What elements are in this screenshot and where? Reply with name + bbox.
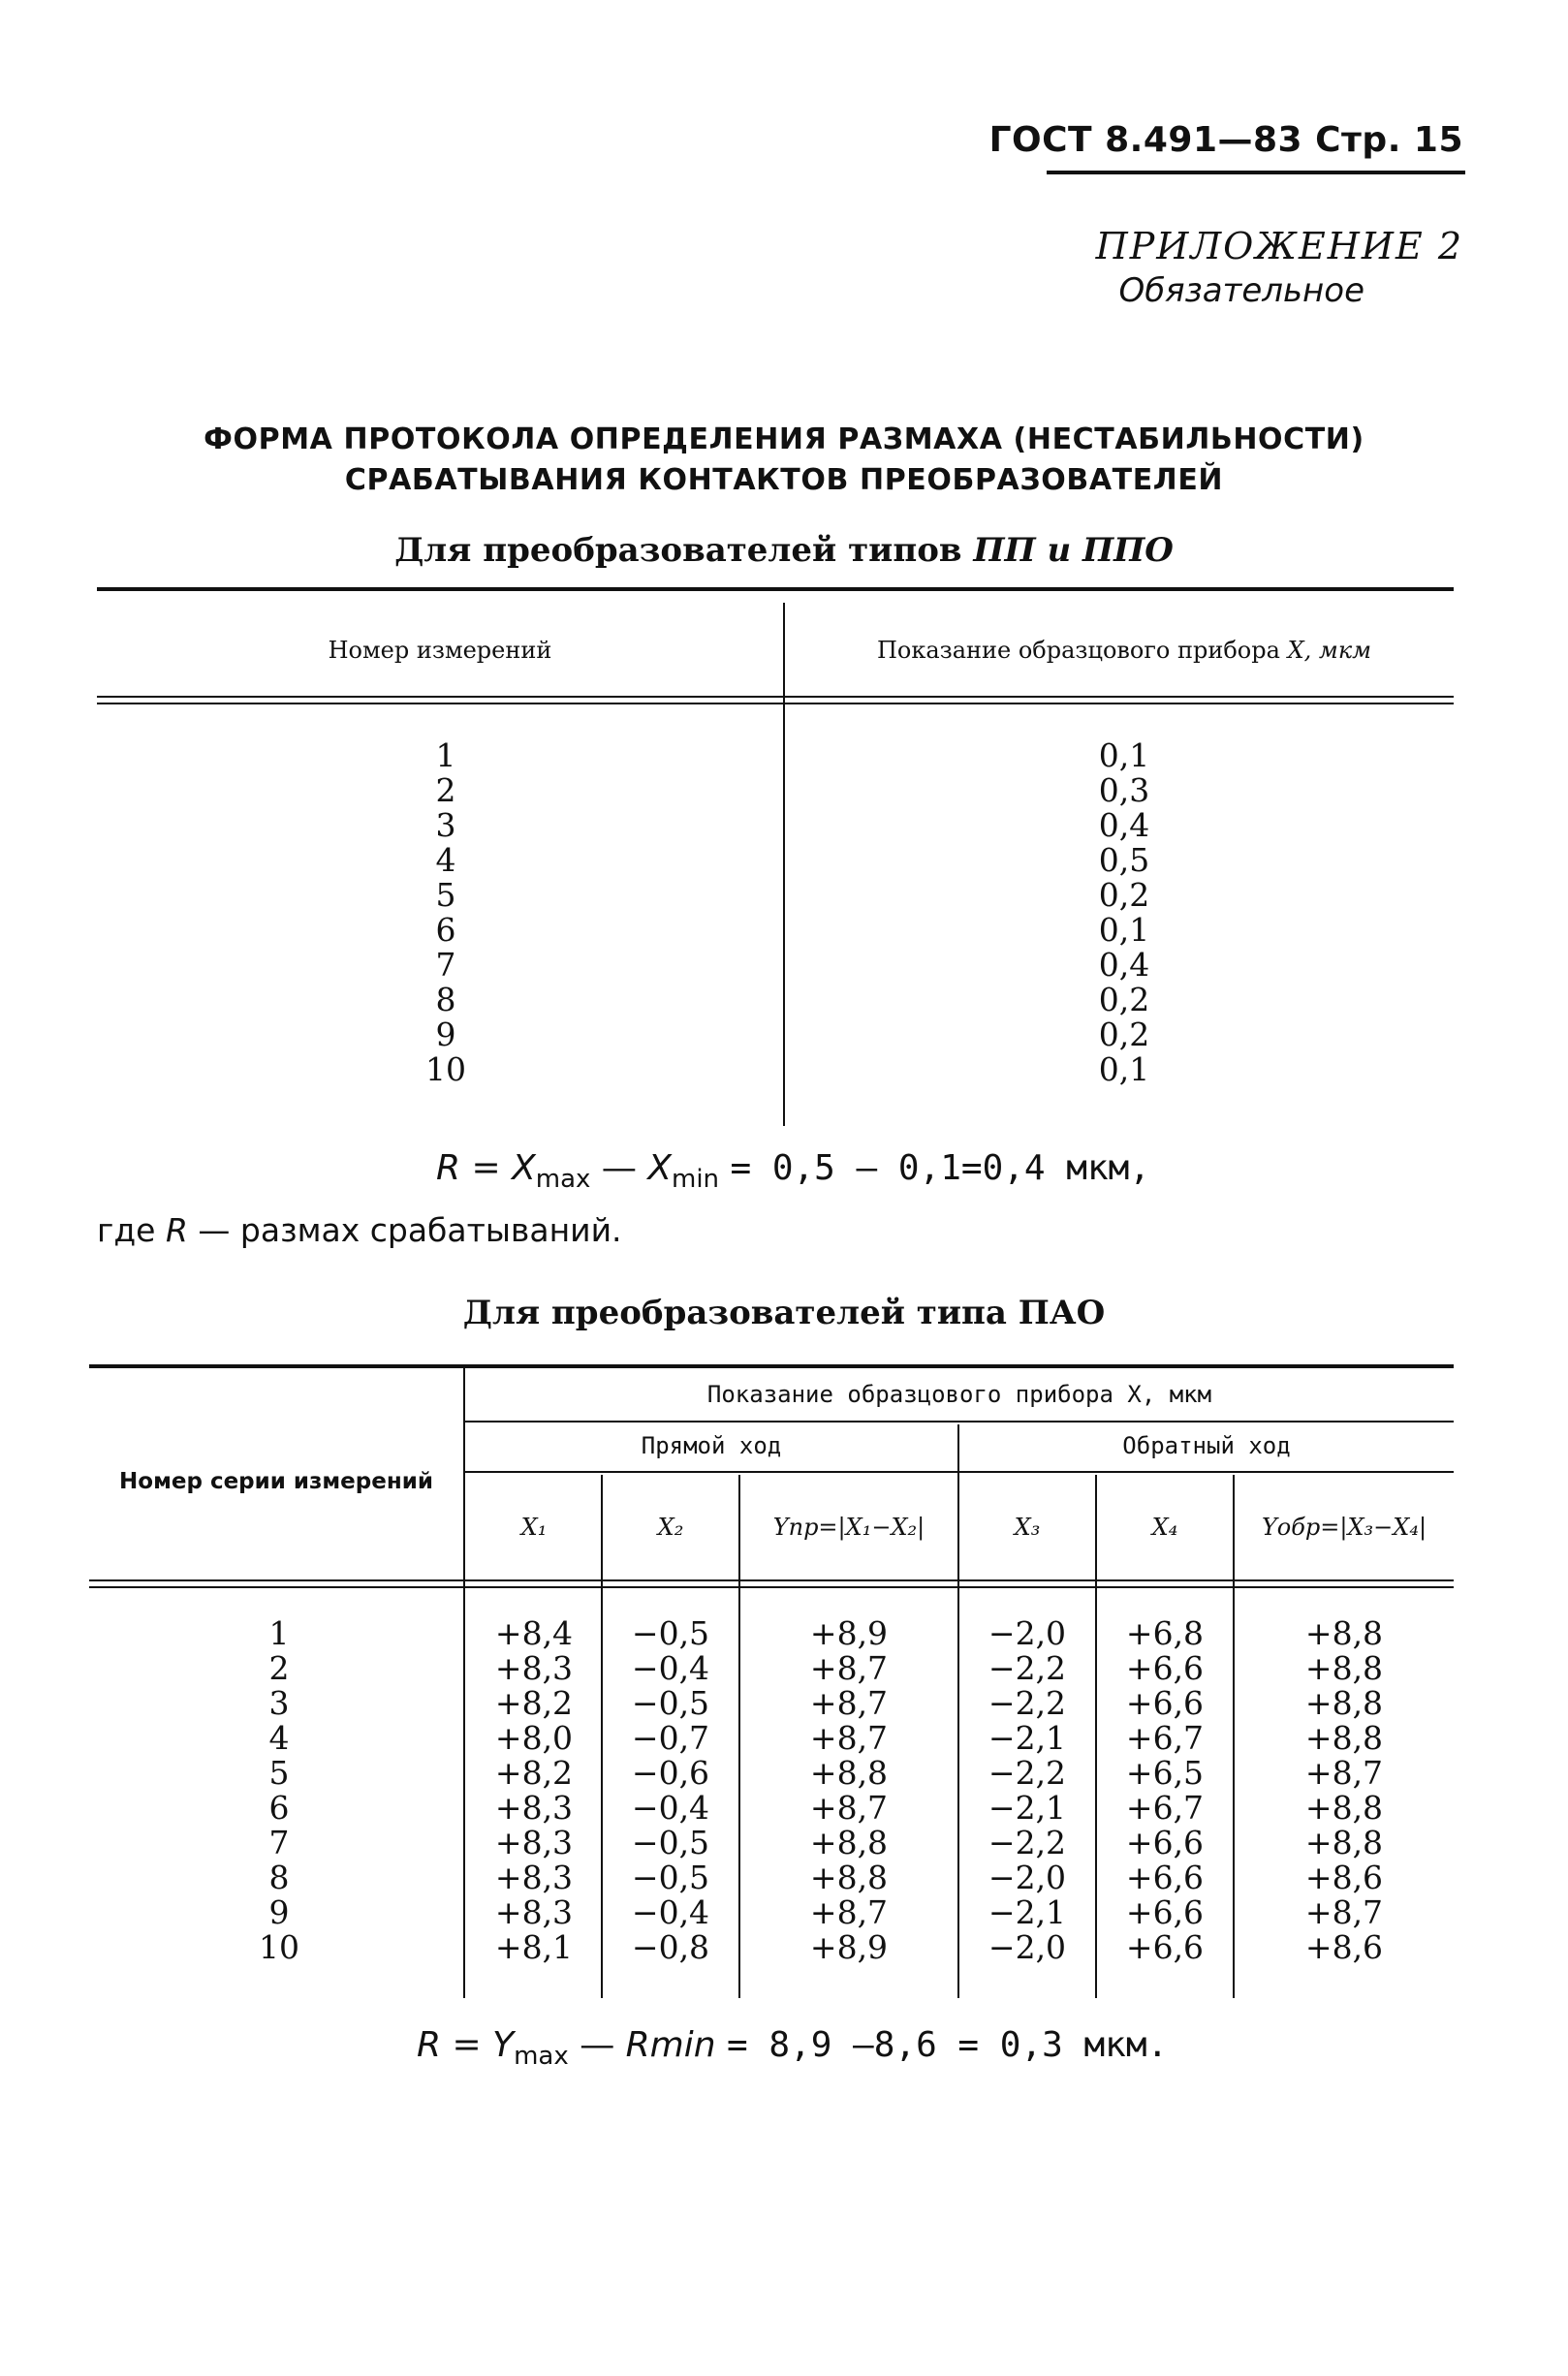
- where-text: — размах срабатываний.: [198, 1211, 622, 1249]
- table2-x3-cell: −2,0: [988, 1928, 1067, 1966]
- table2-x4-cell: +6,6: [1125, 1893, 1205, 1931]
- table2-x1-cell: +8,3: [494, 1893, 574, 1931]
- table1-value-cell: 0,5: [1098, 841, 1150, 879]
- table1-number-cell: 9: [435, 1016, 456, 1053]
- table2-subgroup-rule: [465, 1471, 1454, 1473]
- table2-yobr-cell: +8,8: [1304, 1649, 1384, 1687]
- table1-value-cell: 0,2: [1098, 876, 1150, 914]
- table2-x4-cell: +6,6: [1125, 1928, 1205, 1966]
- table1-value-cell: 0,2: [1098, 1016, 1150, 1053]
- table1-col2-unit: X, мкм: [1287, 637, 1372, 664]
- table2-ypr-cell: +8,9: [809, 1614, 889, 1652]
- appendix-label: ПРИЛОЖЕНИЕ 2: [1095, 225, 1463, 267]
- table2-x1-cell: +8,3: [494, 1824, 574, 1861]
- formula1-dash: —: [601, 1148, 637, 1188]
- table2-ypr-cell: +8,7: [809, 1789, 889, 1827]
- table2-x1-cell: +8,0: [494, 1719, 574, 1757]
- table2-number-cell: 7: [268, 1824, 290, 1861]
- table2-x2-cell: −0,4: [631, 1649, 710, 1687]
- table2-ypr-cell: +8,7: [809, 1719, 889, 1757]
- table1-value-cell: 0,1: [1098, 1050, 1150, 1088]
- table2-yobr-cell: +8,8: [1304, 1684, 1384, 1722]
- table1-caption: [97, 531, 1471, 570]
- table2-yobr-cell: +8,8: [1304, 1719, 1384, 1757]
- document-code: ГОСТ 8.491—83 Стр. 15: [988, 120, 1463, 160]
- formula1-X-min: X: [647, 1148, 672, 1188]
- table1-number-cell: 8: [435, 981, 456, 1018]
- table1-number-cell: 1: [435, 736, 456, 774]
- table2-x2-cell: −0,5: [631, 1614, 710, 1652]
- table1-value-cell: 0,2: [1098, 981, 1150, 1018]
- header-rule: [1047, 171, 1465, 174]
- table2-x1-cell: +8,2: [494, 1684, 574, 1722]
- table2-x4-cell: +6,5: [1125, 1754, 1205, 1792]
- formula-range-1: [436, 1148, 1150, 1194]
- table2-x1-cell: +8,1: [494, 1928, 574, 1966]
- table1-col2-header: [785, 637, 1463, 664]
- table2-yobr-cell: +8,6: [1304, 1859, 1384, 1896]
- table2-col-yobr: Yобр=|X₃−X₄|: [1261, 1514, 1427, 1541]
- table1-number-cell: 4: [435, 841, 456, 879]
- table1-value-cell: 0,1: [1098, 911, 1150, 949]
- table2-number-cell: 5: [268, 1754, 290, 1792]
- table2-yobr-cell: +8,7: [1304, 1893, 1384, 1931]
- table2-number-cell: 8: [268, 1859, 290, 1896]
- table2-yobr-column: [1235, 1616, 1454, 1965]
- formula-range-2: [417, 2025, 1168, 2071]
- table1-value-cell: 0,1: [1098, 736, 1150, 774]
- table1-number-cell: 5: [435, 876, 456, 914]
- table2-header-rule-1: [89, 1579, 1454, 1581]
- table2-x3-cell: −2,1: [988, 1719, 1067, 1757]
- table1-values-column: [1027, 738, 1221, 1087]
- table2-col-x3: X₃: [1014, 1514, 1041, 1541]
- table1-col2-header-text: Показание образцового прибора: [876, 637, 1280, 664]
- table2-x3-cell: −2,2: [988, 1754, 1067, 1792]
- formula1-eq: =: [471, 1148, 501, 1188]
- table2-ypr-cell: +8,8: [809, 1754, 889, 1792]
- table2-x4-cell: +6,6: [1125, 1859, 1205, 1896]
- table2-ypr-cell: +8,8: [809, 1824, 889, 1861]
- table2-number-cell: 4: [268, 1719, 290, 1757]
- table2-col-ypr: Yпр=|X₁−X₂|: [772, 1514, 925, 1541]
- table2-yobr-cell: +8,6: [1304, 1928, 1384, 1966]
- table2-col-x1: X₁: [520, 1514, 548, 1541]
- table2-x2-cell: −0,4: [631, 1789, 710, 1827]
- table1-caption-text: Для преобразователей типов: [394, 531, 962, 570]
- table2-forward-header: Прямой ход: [641, 1432, 782, 1459]
- table2-ypr-cell: +8,7: [809, 1684, 889, 1722]
- table1-numbers-column: [349, 738, 543, 1087]
- table2-row-header: Номер серии измерений: [119, 1469, 433, 1494]
- table2-x1-cell: +8,2: [494, 1754, 574, 1792]
- table2-x2-cell: −0,5: [631, 1859, 710, 1896]
- formula2-max: max: [514, 2042, 569, 2072]
- table1-caption-types: ПП и ППО: [973, 531, 1174, 570]
- table2-x1-cell: +8,3: [494, 1859, 574, 1896]
- table2-yobr-cell: +8,7: [1304, 1754, 1384, 1792]
- title-line-1: ФОРМА ПРОТОКОЛА ОПРЕДЕЛЕНИЯ РАЗМАХА (НЕСТАБИЛЬНОСТИ): [204, 422, 1364, 456]
- table2-group-header: Показание образцового прибора X, мкм: [706, 1381, 1212, 1408]
- table2-col-x2: X₂: [657, 1514, 684, 1541]
- table2-header-rule-2: [89, 1586, 1454, 1588]
- table2-yobr-cell: +8,8: [1304, 1789, 1384, 1827]
- table1-top-rule: [97, 587, 1454, 591]
- table2-x2-cell: −0,6: [631, 1754, 710, 1792]
- table2-x3-cell: −2,2: [988, 1684, 1067, 1722]
- table2-x4-column: [1097, 1616, 1233, 1965]
- where-R: R: [165, 1211, 188, 1249]
- formula1-result: = 0,5 — 0,1=0,4 мкм,: [730, 1148, 1150, 1188]
- table2-x2-cell: −0,5: [631, 1824, 710, 1861]
- table2-group-rule: [465, 1421, 1454, 1422]
- table2-ypr-cell: +8,9: [809, 1928, 889, 1966]
- table2-numbers-column: [182, 1616, 376, 1965]
- table2-x2-cell: −0,7: [631, 1719, 710, 1757]
- table2-x3-cell: −2,0: [988, 1614, 1067, 1652]
- table2-yobr-cell: +8,8: [1304, 1614, 1384, 1652]
- table2-number-cell: 3: [268, 1684, 290, 1722]
- formula2-Rmin: Rmin: [625, 2025, 716, 2065]
- table2-x1-column: [467, 1616, 601, 1965]
- table1-number-cell: 6: [435, 911, 456, 949]
- table2-ypr-column: [740, 1616, 957, 1965]
- table2-x4-cell: +6,8: [1125, 1614, 1205, 1652]
- table1-value-cell: 0,4: [1098, 806, 1150, 844]
- table2-x3-cell: −2,1: [988, 1789, 1067, 1827]
- formula1-X: X: [512, 1148, 536, 1188]
- table2-ypr-cell: +8,8: [809, 1859, 889, 1896]
- table2-number-cell: 6: [268, 1789, 290, 1827]
- table1-column-divider: [783, 603, 785, 1126]
- table2-x2-cell: −0,8: [631, 1928, 710, 1966]
- table1-col1-header: Номер измерений: [328, 637, 552, 664]
- formula1-R: R: [436, 1148, 461, 1188]
- table2-ypr-cell: +8,7: [809, 1893, 889, 1931]
- table2-x3-column: [959, 1616, 1095, 1965]
- table2-x2-cell: −0,5: [631, 1684, 710, 1722]
- where-explanation: [97, 1211, 622, 1249]
- table1-number-cell: 3: [435, 806, 456, 844]
- formula2-dash: —: [580, 2025, 615, 2065]
- title-line-2: СРАБАТЫВАНИЯ КОНТАКТОВ ПРЕОБРАЗОВАТЕЛЕЙ: [344, 463, 1224, 497]
- formula1-max: max: [535, 1165, 591, 1195]
- table1-number-cell: 10: [425, 1050, 466, 1088]
- table2-number-cell: 1: [268, 1614, 290, 1652]
- table1-header-rule-1: [97, 696, 1454, 698]
- table2-x3-cell: −2,2: [988, 1824, 1067, 1861]
- table1-number-cell: 7: [435, 946, 456, 984]
- table2-x1-cell: +8,3: [494, 1789, 574, 1827]
- table1-header-rule-2: [97, 703, 1454, 704]
- where-prefix: где: [97, 1211, 156, 1249]
- table2-reverse-header: Обратный ход: [1122, 1432, 1291, 1459]
- table2-x4-cell: +6,7: [1125, 1789, 1205, 1827]
- table2-number-cell: 2: [268, 1649, 290, 1687]
- table2-yobr-cell: +8,8: [1304, 1824, 1384, 1861]
- table2-x1-cell: +8,4: [494, 1614, 574, 1652]
- table1-number-cell: 2: [435, 771, 456, 809]
- formula1-min: min: [672, 1165, 720, 1195]
- formula2-R: R: [417, 2025, 442, 2065]
- table2-x2-column: [603, 1616, 738, 1965]
- table2-x3-cell: −2,1: [988, 1893, 1067, 1931]
- table2-divider-row: [463, 1368, 465, 1998]
- table2-caption: Для преобразователей типа ПАО: [462, 1294, 1106, 1332]
- table1-value-cell: 0,4: [1098, 946, 1150, 984]
- table2-x4-cell: +6,6: [1125, 1684, 1205, 1722]
- table2-col-x4: X₄: [1151, 1514, 1178, 1541]
- table2-x4-cell: +6,7: [1125, 1719, 1205, 1757]
- table2-x3-cell: −2,2: [988, 1649, 1067, 1687]
- table2-x4-cell: +6,6: [1125, 1649, 1205, 1687]
- table2-x1-cell: +8,3: [494, 1649, 574, 1687]
- formula2-Y: Y: [492, 2025, 515, 2065]
- table2-number-cell: 10: [259, 1928, 299, 1966]
- table2-x3-cell: −2,0: [988, 1859, 1067, 1896]
- appendix-status: Обязательное: [1118, 271, 1364, 310]
- table2-top-rule: [89, 1364, 1454, 1368]
- table2-number-cell: 9: [268, 1893, 290, 1931]
- table2-x2-cell: −0,4: [631, 1893, 710, 1931]
- formula2-eq: =: [452, 2025, 482, 2065]
- table2-x4-cell: +6,6: [1125, 1824, 1205, 1861]
- table1-value-cell: 0,3: [1098, 771, 1150, 809]
- table2-ypr-cell: +8,7: [809, 1649, 889, 1687]
- formula2-result: = 8,9 —8,6 = 0,3 мкм.: [727, 2025, 1169, 2065]
